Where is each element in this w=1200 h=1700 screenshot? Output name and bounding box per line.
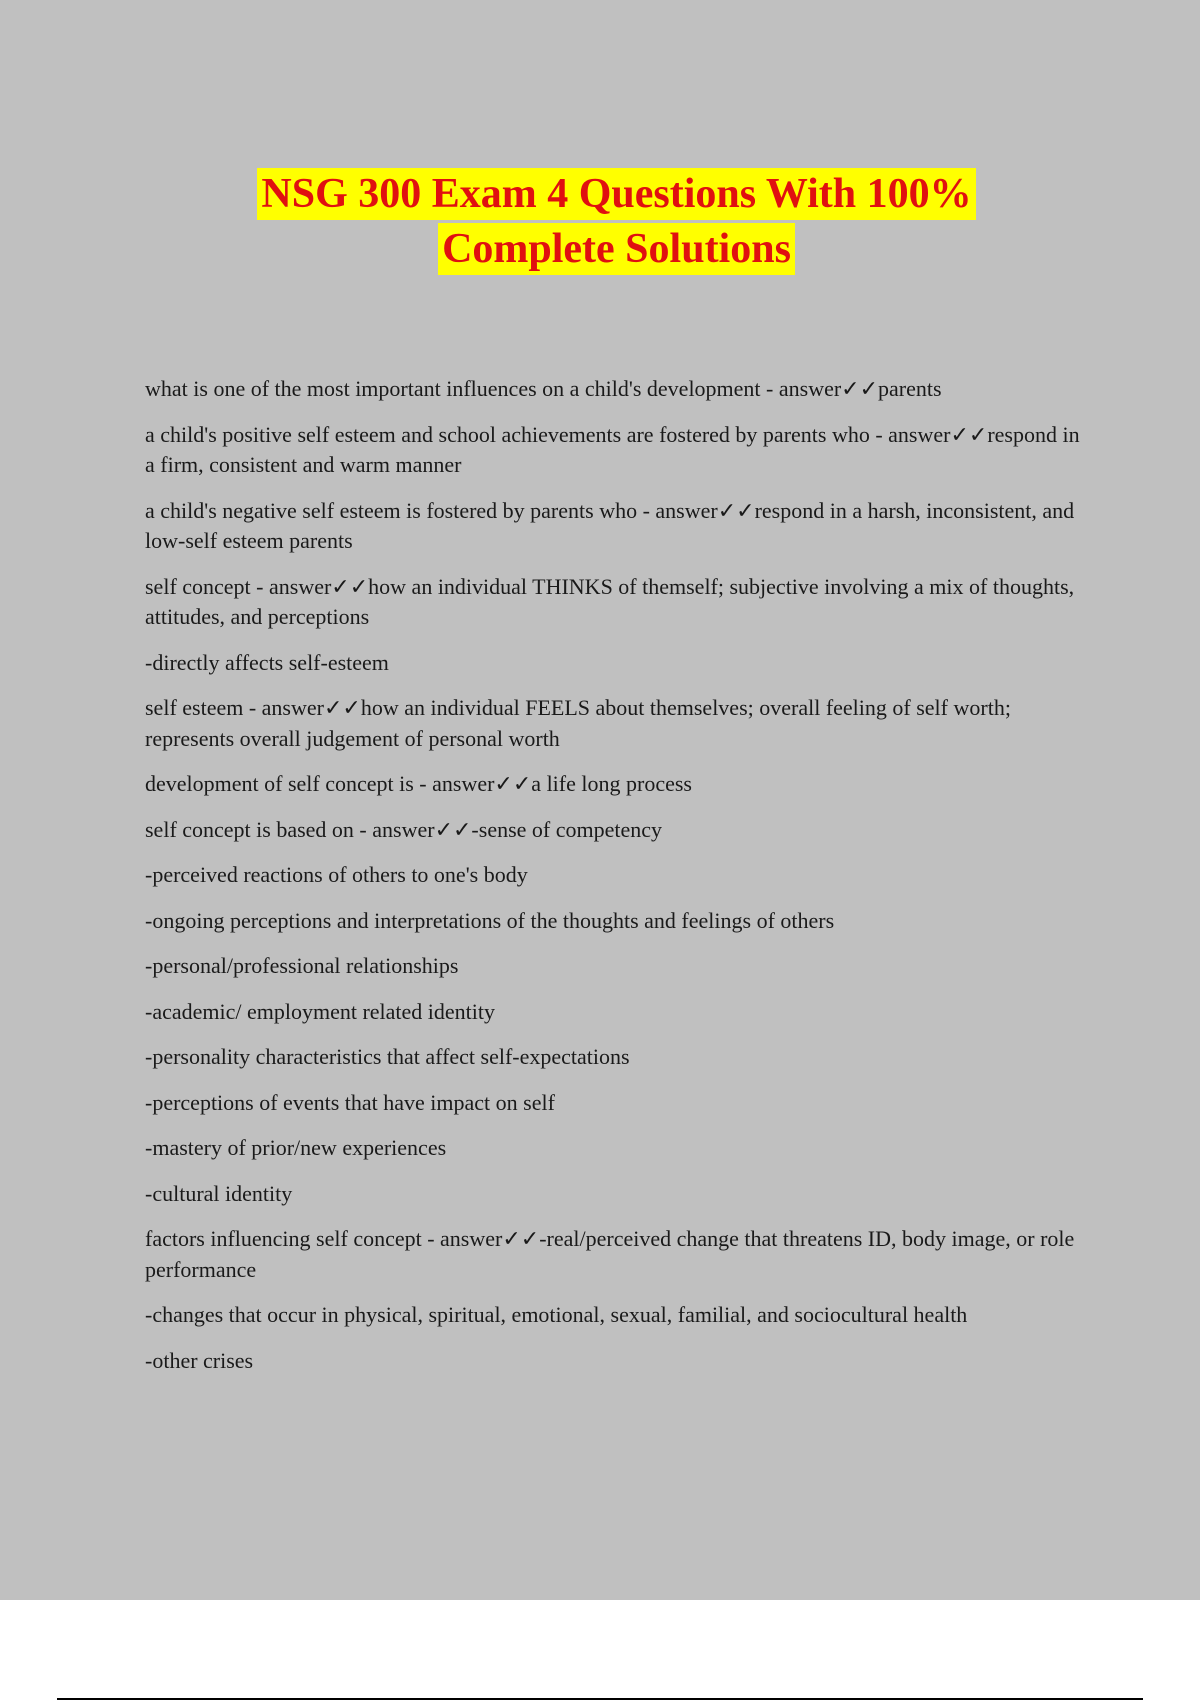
paragraph: -personal/professional relationships [145,953,459,978]
paragraph: self concept - answer✓✓how an individual THINKS of themself; subjective involving a mix of thoughts, attitudes, and perceptions [145,573,1075,629]
paragraph: self esteem - answer✓✓how an individual FEELS about themselves; overall feeling of self worth; represents overall judgement of personal worth [145,695,1011,751]
paragraph: what is one of the most important influences on a child's development - answer✓✓parents [145,376,942,401]
paragraph: factors influencing self concept - answer✓✓-real/perceived change that threatens ID, body image, or role performance [145,1226,1075,1282]
paragraph: -perceived reactions of others to one's body [145,862,528,887]
document-body [145,374,1080,1391]
paragraph: development of self concept is - answer✓✓a life long process [145,771,692,796]
paragraph: -academic/ employment related identity [145,998,496,1024]
paragraph: -directly affects self-esteem [145,649,389,675]
paragraph: -cultural identity [145,1180,293,1206]
title-line-2: Complete Solutions [438,223,795,275]
paragraph: a child's positive self esteem and school achievements are fostered by parents who - answer✓✓respond in a firm, consistent and warm manner [145,421,1080,477]
title-line-1: NSG 300 Exam 4 Questions With 100% [257,168,975,220]
paragraph: -perceptions of events that have impact on self [145,1089,555,1115]
paragraph: -other crises [145,1347,254,1373]
paragraph: -personality characteristics that affect self-expectations [145,1044,630,1069]
paragraph: -changes that occur in physical, spiritual, emotional, sexual, familial, and sociocultural health [145,1302,968,1327]
paragraph: -ongoing perceptions and interpretations of the thoughts and feelings of others [145,907,835,933]
paragraph: self concept is based on - answer✓✓-sense of competency [145,816,663,842]
paragraph: -mastery of prior/new experiences [145,1135,447,1160]
paragraph: a child's negative self esteem is fostered by parents who - answer✓✓respond in a harsh, inconsistent, and low-self esteem parents [145,497,1075,553]
document-title [0,168,1200,278]
